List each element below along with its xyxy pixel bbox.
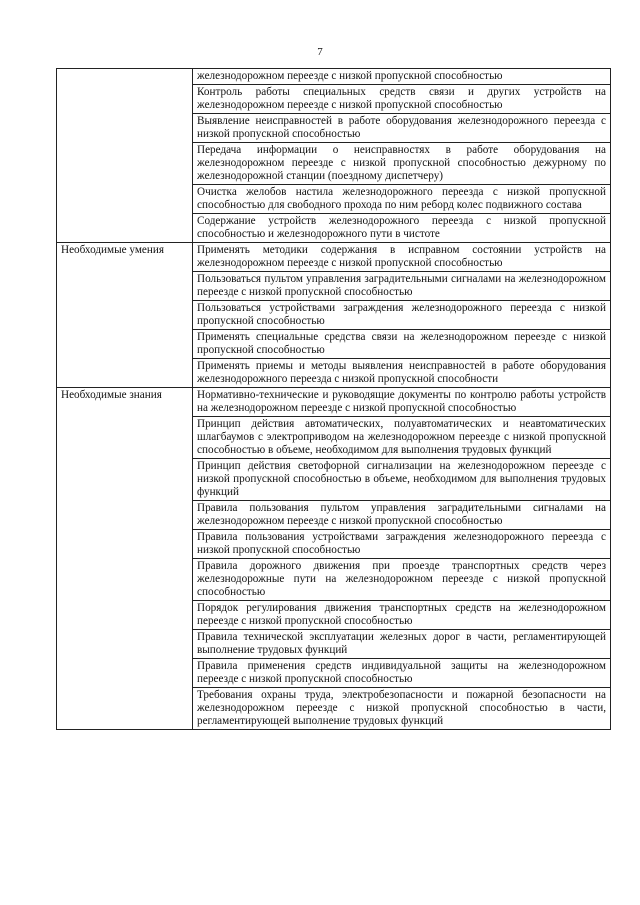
section-label xyxy=(57,69,193,243)
item-text: Нормативно-технические и руководящие документы по контролю работы устройств на железнодорожном переезде с низкой пропускной способностью xyxy=(193,388,611,417)
item-text: Принцип действия светофорной сигнализации на железнодорожном переезде с низкой пропускной способностью в объеме, необходимом для выполнения трудовых функций xyxy=(193,459,611,501)
item-text: Порядок регулирования движения транспортных средств на железнодорожном переезде с низкой пропускной способностью xyxy=(193,601,611,630)
item-text: Правила пользования устройствами заграждения железнодорожного переезда с низкой пропускной способностью xyxy=(193,530,611,559)
item-text: Правила дорожного движения при проезде транспортных средств через железнодорожные пути на железнодорожном переезде с низкой пропускной способностью xyxy=(193,559,611,601)
page-number: 7 xyxy=(317,46,323,58)
item-text: Правила технической эксплуатации железных дорог в части, регламентирующей выполнение трудовых функций xyxy=(193,630,611,659)
table-row xyxy=(57,243,611,272)
item-text: железнодорожном переезде с низкой пропускной способностью xyxy=(193,69,611,85)
item-text: Требования охраны труда, электробезопасности и пожарной безопасности на железнодорожном переезде с низкой пропускной способностью в части, регламентирующей выполнение трудовых функций xyxy=(193,688,611,730)
section-label: Необходимые умения xyxy=(57,243,193,388)
item-text: Принцип действия автоматических, полуавтоматических и неавтоматических шлагбаумов с электроприводом на железнодорожном переезде с низкой пропускной способностью в объеме, необходимом для выполнения трудовых функций xyxy=(193,417,611,459)
item-text: Контроль работы специальных средств связи и других устройств на железнодорожном переезде с низкой пропускной способностью xyxy=(193,85,611,114)
section-label: Необходимые знания xyxy=(57,388,193,730)
item-text: Выявление неисправностей в работе оборудования железнодорожного переезда с низкой пропускной способностью xyxy=(193,114,611,143)
item-text: Передача информации о неисправностях в работе оборудования на железнодорожном переезде с низкой пропускной способностью дежурному по железнодорожной станции (поездному диспетчеру) xyxy=(193,143,611,185)
competency-table xyxy=(56,68,611,730)
item-text: Очистка желобов настила железнодорожного переезда с низкой пропускной способностью для свободного прохода по ним реборд колес подвижного состава xyxy=(193,185,611,214)
item-text: Правила применения средств индивидуальной защиты на железнодорожном переезде с низкой пропускной способностью xyxy=(193,659,611,688)
item-text: Содержание устройств железнодорожного переезда с низкой пропускной способностью и железнодорожного пути в чистоте xyxy=(193,214,611,243)
table-body xyxy=(57,69,611,730)
item-text: Применять приемы и методы выявления неисправностей в работе оборудования железнодорожного переезда с низкой пропускной способности xyxy=(193,359,611,388)
item-text: Правила пользования пультом управления заградительными сигналами на железнодорожном переезде с низкой пропускной способностью xyxy=(193,501,611,530)
item-text: Пользоваться устройствами заграждения железнодорожного переезда с низкой пропускной способностью xyxy=(193,301,611,330)
table-row xyxy=(57,388,611,417)
item-text: Пользоваться пультом управления заградительными сигналами на железнодорожном переезде с низкой пропускной способностью xyxy=(193,272,611,301)
item-text: Применять специальные средства связи на железнодорожном переезде с низкой пропускной способностью xyxy=(193,330,611,359)
item-text: Применять методики содержания в исправном состоянии устройств на железнодорожном переезде с низкой пропускной способностью xyxy=(193,243,611,272)
table-row xyxy=(57,69,611,85)
